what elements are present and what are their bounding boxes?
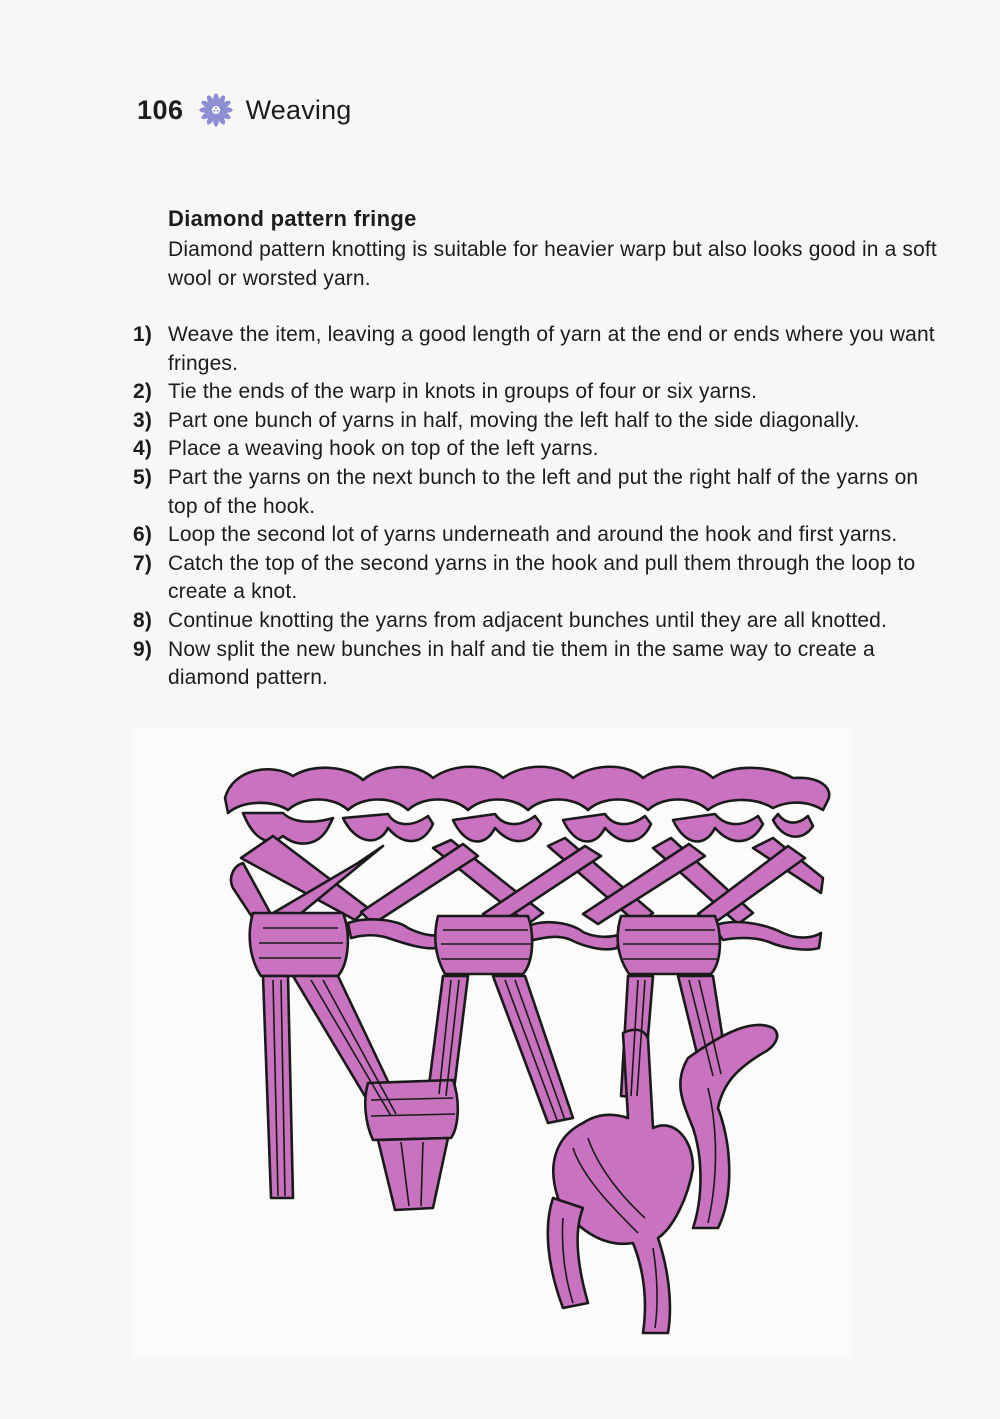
step-item <box>133 378 953 407</box>
step-text: Now split the new bunches in half and tie them in the same way to create a diamond pattern. <box>168 637 875 690</box>
step-item <box>133 636 953 693</box>
step-item <box>133 607 953 636</box>
step-text: Tie the ends of the warp in knots in groups of four or six yarns. <box>168 380 758 404</box>
step-number: 9) <box>133 637 152 661</box>
fringe-drawing <box>133 728 853 1358</box>
step-item <box>133 321 953 378</box>
page-header <box>137 90 352 130</box>
diamond-fringe-illustration <box>133 728 853 1358</box>
step-item <box>133 464 953 521</box>
chapter-title: Weaving <box>245 94 352 125</box>
step-item <box>133 521 953 550</box>
step-text: Part one bunch of yarns in half, moving the left half to the side diagonally. <box>168 408 860 432</box>
step-number: 5) <box>133 465 152 489</box>
step-number: 1) <box>133 323 152 346</box>
step-item <box>133 435 953 464</box>
steps-list <box>133 321 953 693</box>
step-text: Weave the item, leaving a good length of yarn at the end or ends where you want fringes. <box>168 323 935 375</box>
step-number: 4) <box>133 437 152 461</box>
step-text: Catch the top of the second yarns in the hook and pull them through the loop to create a knot. <box>168 551 916 604</box>
section-intro: Diamond pattern knotting is suitable for heavier warp but also looks good in a soft wool or worsted yarn. <box>168 238 937 290</box>
step-number: 3) <box>133 408 152 432</box>
step-text: Part the yarns on the next bunch to the left and put the right half of the yarns on top of the hook. <box>168 465 919 518</box>
step-number: 6) <box>133 523 152 547</box>
step-number: 2) <box>133 380 152 404</box>
step-item <box>133 550 953 607</box>
step-text: Continue knotting the yarns from adjacent bunches until they are all knotted. <box>168 608 887 632</box>
step-number: 8) <box>133 608 152 632</box>
step-number: 7) <box>133 551 152 575</box>
step-item <box>133 407 953 436</box>
step-text: Place a weaving hook on top of the left yarns. <box>168 437 599 461</box>
page-number: 106 <box>137 94 184 125</box>
section-title: Diamond pattern fringe <box>168 206 417 231</box>
step-text: Loop the second lot of yarns underneath and around the hook and first yarns. <box>168 523 898 547</box>
flower-icon <box>198 92 234 128</box>
